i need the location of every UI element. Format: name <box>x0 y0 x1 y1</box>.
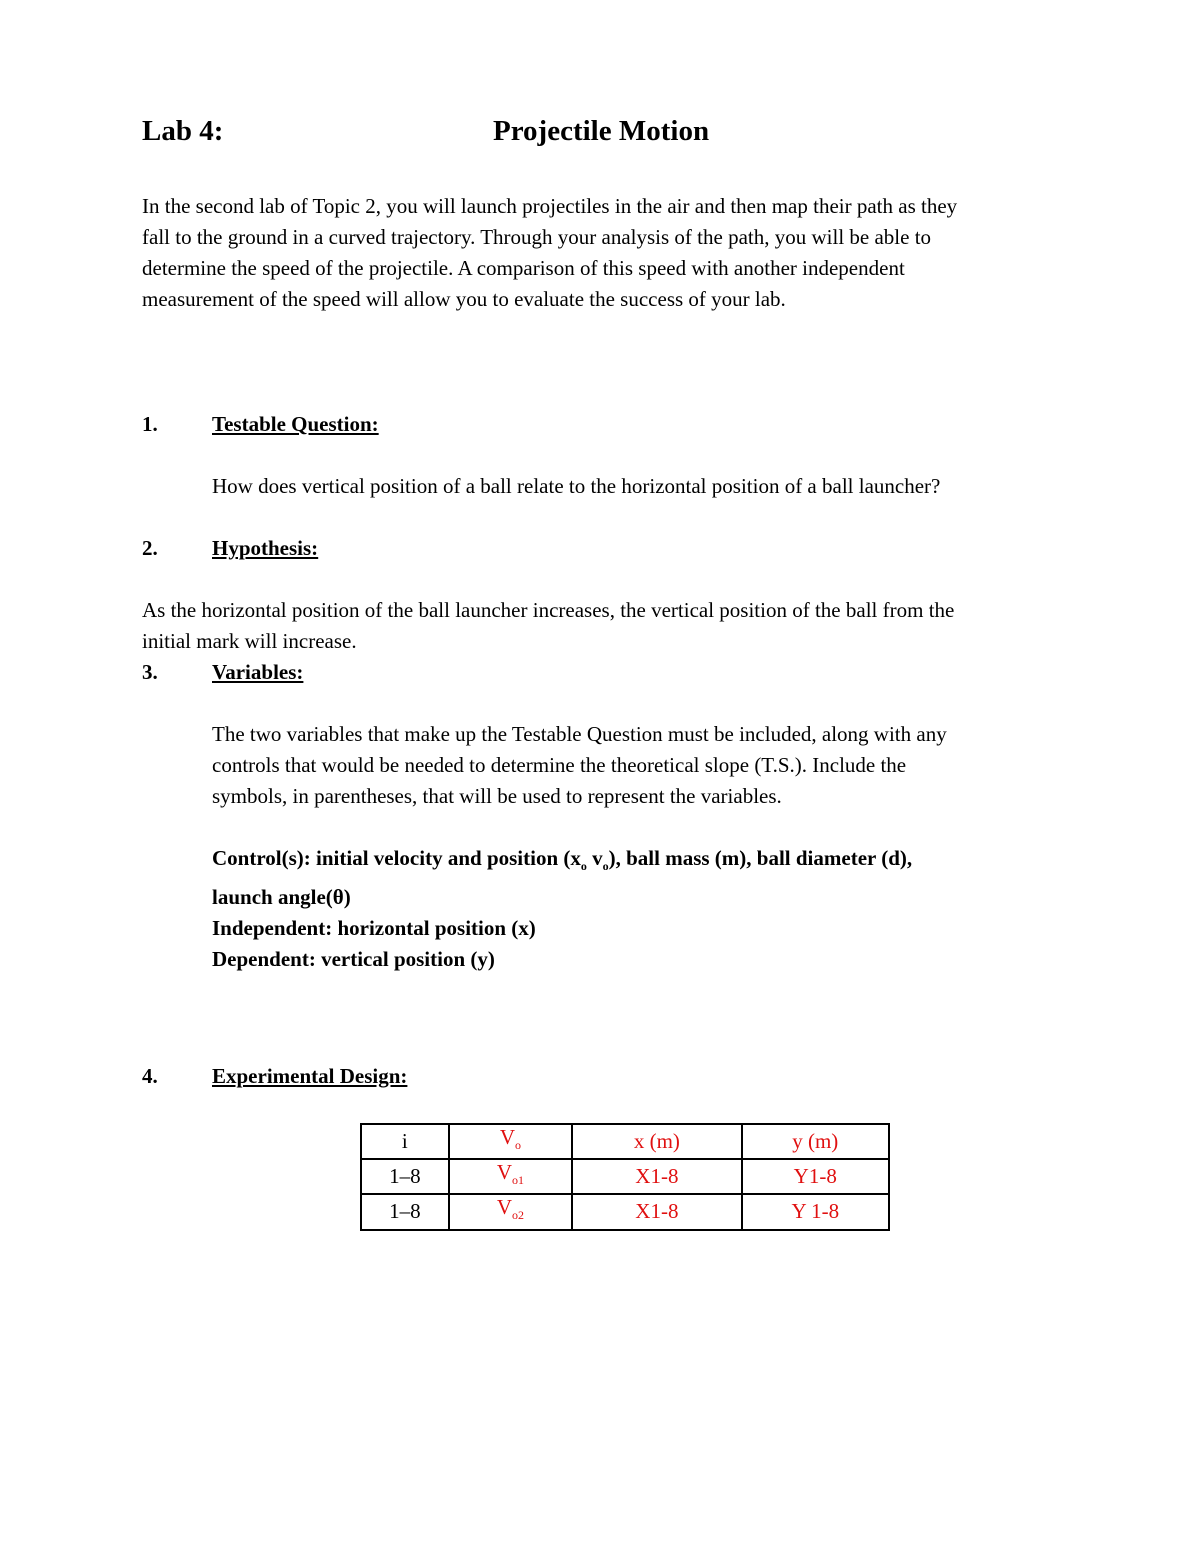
table-cell: $V_{o1}$ <box>449 1159 573 1194</box>
variables-line: controls that would be needed to determine the theoretical slope (T.S.). Include the <box>212 753 907 777</box>
page-title: Projectile Motion <box>493 115 710 147</box>
testable-question-text: How does vertical position of a ball relate to the horizontal position of a ball launcher? <box>212 474 941 498</box>
hypothesis-line: As the horizontal position of the ball launcher increases, the vertical position of the ball from the <box>142 598 955 622</box>
variables-list <box>212 843 912 975</box>
section-2-heading: Hypothesis: <box>212 536 319 560</box>
table-row <box>361 1159 889 1194</box>
hypothesis-text <box>142 595 954 657</box>
intro-line: fall to the ground in a curved trajectory. Through your analysis of the path, you will be able to <box>142 225 932 249</box>
table-cell: Y1-8 <box>742 1159 889 1194</box>
independent-variable: Independent: horizontal position (x) <box>212 916 536 941</box>
table-cell: X1-8 <box>572 1194 741 1229</box>
table-header-cell: i <box>361 1124 449 1159</box>
table-header-row <box>361 1124 889 1159</box>
section-2-number: 2. <box>142 536 158 560</box>
table-header-cell: y (m) <box>742 1124 889 1159</box>
table-header-cell: $V_o$ <box>449 1124 573 1159</box>
section-1-heading: Testable Question: <box>212 412 379 436</box>
section-3-heading: Variables: <box>212 660 304 684</box>
table-cell: 1–8 <box>361 1194 449 1229</box>
hypothesis-line: initial mark will increase. <box>142 629 357 653</box>
intro-line: determine the speed of the projectile. A comparison of this speed with another independent <box>142 256 905 280</box>
table-cell: 1–8 <box>361 1159 449 1194</box>
table-cell: $V_{o2}$ <box>449 1194 573 1229</box>
intro-line: In the second lab of Topic 2, you will launch projectiles in the air and then map their path as they <box>142 194 958 218</box>
dependent-variable: Dependent: vertical position (y) <box>212 947 495 972</box>
table-cell: Y 1-8 <box>742 1194 889 1229</box>
intro-line: measurement of the speed will allow you to evaluate the success of your lab. <box>142 287 786 311</box>
control-variables-line-2: launch angle(θ) <box>212 885 351 910</box>
variables-instructions <box>212 719 947 812</box>
lab-label: Lab 4: <box>142 115 224 147</box>
experimental-design-table <box>360 1123 890 1231</box>
intro-paragraph <box>142 191 957 315</box>
section-1-number: 1. <box>142 412 158 436</box>
table-cell: X1-8 <box>572 1159 741 1194</box>
table-row <box>361 1194 889 1229</box>
variables-line: symbols, in parentheses, that will be used to represent the variables. <box>212 784 782 808</box>
variables-line: The two variables that make up the Testable Question must be included, along with any <box>212 722 947 746</box>
table-header-cell: x (m) <box>572 1124 741 1159</box>
section-4-heading: Experimental Design: <box>212 1064 408 1088</box>
control-variables-line: Control(s): initial velocity and position ($x_o$ $v_o$), ball mass (m), ball diameter (d), <box>212 846 913 874</box>
section-3-number: 3. <box>142 660 158 684</box>
section-4-number: 4. <box>142 1064 158 1088</box>
